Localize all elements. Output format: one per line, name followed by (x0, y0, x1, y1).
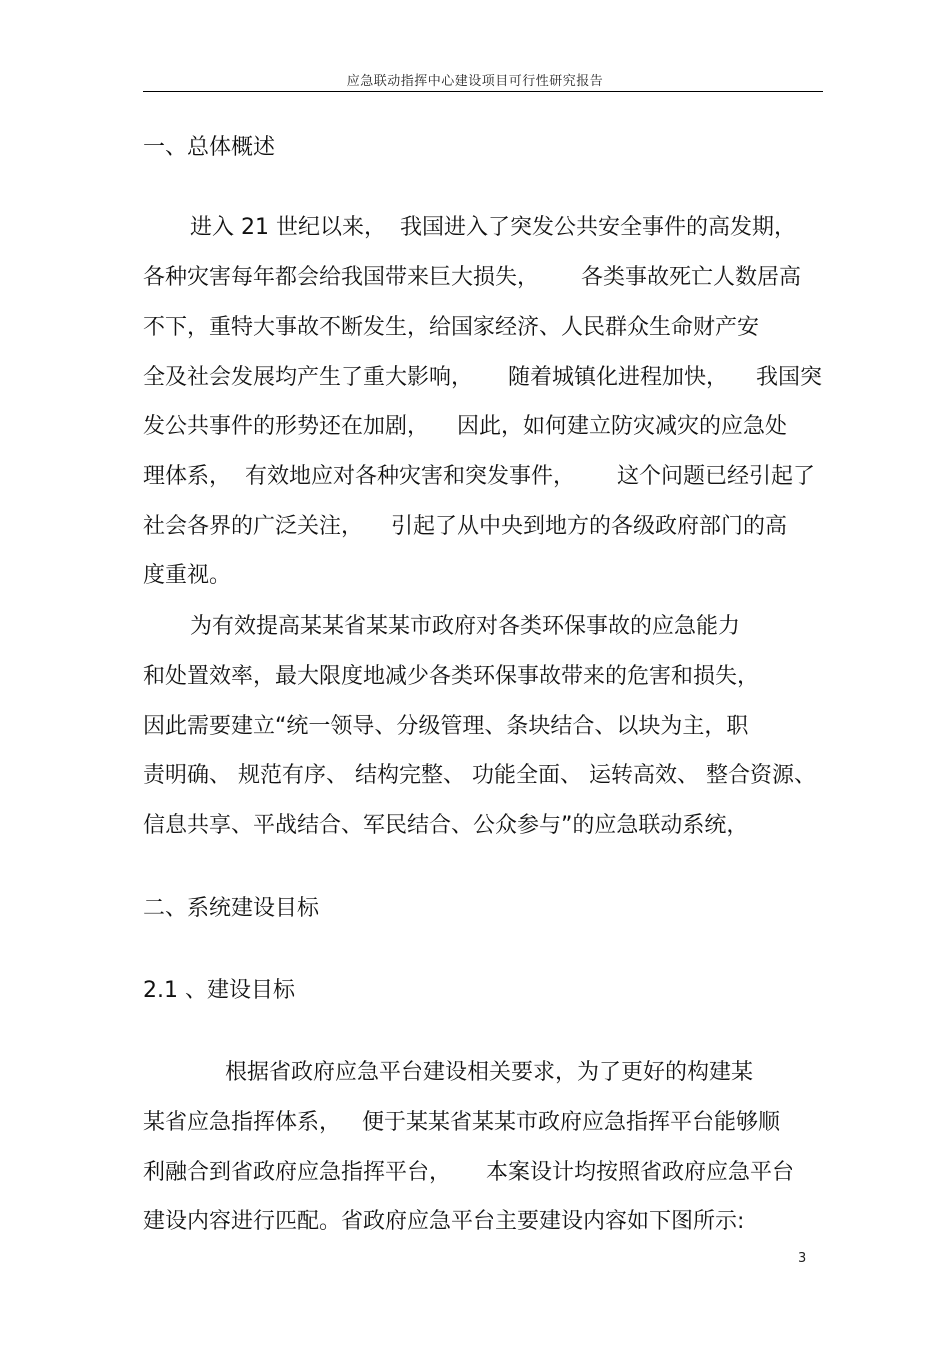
header-rule (143, 91, 823, 92)
paragraph-line: 发公共事件的形势还在加剧， 因此，如何建立防灾减灾的应急处 (143, 414, 787, 439)
paragraph-line: 不下，重特大事故不断发生，给国家经济、人民群众生命财产安 (143, 315, 760, 340)
paragraph-line: 建设内容进行匹配。省政府应急平台主要建设内容如下图所示: (143, 1209, 745, 1234)
paragraph-line: 各种灾害每年都会给我国带来巨大损失， 各类事故死亡人数居高 (143, 265, 801, 290)
paragraph-line: 全及社会发展均产生了重大影响， 随着城镇化进程加快， 我国突 (143, 365, 822, 390)
paragraph-line: 度重视。 (143, 563, 232, 588)
paragraph-line: 为有效提高某某省某某市政府对各类环保事故的应急能力 (190, 614, 741, 639)
section-heading-goals: 二、系统建设目标 (143, 896, 320, 921)
paragraph-line: 进入 21 世纪以来， 我国进入了突发公共安全事件的高发期， (190, 215, 796, 240)
paragraph-line: 某省应急指挥体系， 便于某某省某某市政府应急指挥平台能够顺 (143, 1110, 780, 1135)
paragraph-line: 理体系， 有效地应对各种灾害和突发事件， 这个问题已经引起了 (143, 464, 815, 489)
paragraph-line: 根据省政府应急平台建设相关要求，为了更好的构建某 (225, 1060, 754, 1085)
page-number: 3 (798, 1251, 807, 1266)
paragraph-line: 社会各界的广泛关注， 引起了从中央到地方的各级政府部门的高 (143, 514, 787, 539)
running-header: 应急联动指挥中心建设项目可行性研究报告 (346, 74, 604, 89)
paragraph-line: 责明确、 规范有序、 结构完整、 功能全面、 运转高效、 整合资源、 (143, 763, 816, 788)
paragraph-line: 信息共享、平战结合、军民结合、公众参与”的应急联动系统， (143, 813, 749, 838)
paragraph-line: 和处置效率，最大限度地减少各类环保事故带来的危害和损失， (143, 664, 760, 689)
paragraph-line: 因此需要建立“统一领导、分级管理、条块结合、以块为主，职 (143, 714, 749, 739)
paragraph-line: 利融合到省政府应急指挥平台， 本案设计均按照省政府应急平台 (143, 1160, 794, 1185)
subsection-heading: 2.1 、建设目标 (143, 978, 295, 1003)
section-heading-overview: 一、总体概述 (143, 135, 276, 160)
